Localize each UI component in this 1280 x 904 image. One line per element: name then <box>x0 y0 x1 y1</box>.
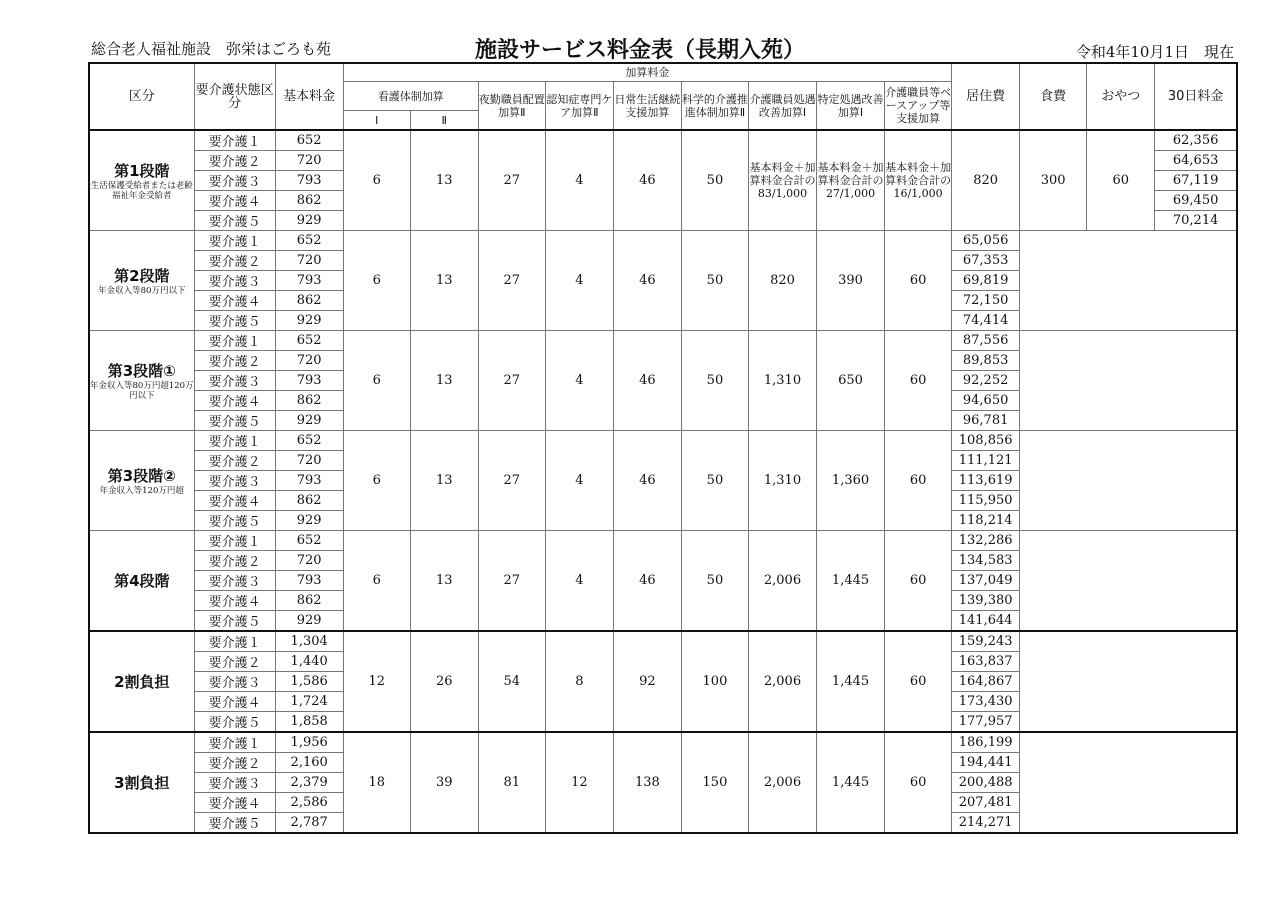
stage-group <box>89 431 1237 531</box>
addon-dementia: 4 <box>545 331 613 431</box>
stage-cell <box>89 631 194 732</box>
base-fee: 1,956 <box>275 732 343 753</box>
care-level: 要介護２ <box>194 753 275 773</box>
fee-snack: 60 <box>885 231 952 331</box>
care-level: 要介護２ <box>194 351 275 371</box>
stage-note: 年金収入等80万円以下 <box>98 286 186 296</box>
total-30days: 177,957 <box>952 712 1020 733</box>
care-level: 要介護３ <box>194 773 275 793</box>
total-30days: 74,414 <box>952 311 1020 331</box>
total-30days: 115,950 <box>952 491 1020 511</box>
care-level: 要介護１ <box>194 130 275 151</box>
col-nursing-2: Ⅱ <box>410 111 478 131</box>
addon-daily: 46 <box>613 130 681 231</box>
total-30days: 64,653 <box>1155 151 1237 171</box>
care-level: 要介護１ <box>194 431 275 451</box>
total-30days: 72,150 <box>952 291 1020 311</box>
col-nursing-1: Ⅰ <box>343 111 410 131</box>
care-level: 要介護３ <box>194 171 275 191</box>
addon-nursing2: 13 <box>410 431 478 531</box>
total-30days: 69,450 <box>1155 191 1237 211</box>
col-scientific: 科学的介護推進体制加算Ⅱ <box>681 82 748 131</box>
stage-cell <box>89 130 194 231</box>
care-level: 要介護３ <box>194 672 275 692</box>
total-30days: 194,441 <box>952 753 1020 773</box>
stage-name: 3割負担 <box>114 774 170 792</box>
effective-date: 令和4年10月1日 現在 <box>1075 43 1234 61</box>
care-level: 要介護５ <box>194 712 275 733</box>
addon-dementia: 8 <box>545 631 613 732</box>
addon-nursing1: 18 <box>343 732 410 833</box>
total-30days: 132,286 <box>952 531 1020 551</box>
addon-nursing1: 6 <box>343 231 410 331</box>
addon-nursing2: 13 <box>410 331 478 431</box>
col-nursing: 看護体制加算 <box>343 82 478 111</box>
care-level: 要介護４ <box>194 793 275 813</box>
fee-food: 1,445 <box>817 631 885 732</box>
addon-daily: 46 <box>613 431 681 531</box>
care-level: 要介護３ <box>194 371 275 391</box>
addon-nursing1: 6 <box>343 531 410 632</box>
base-fee: 720 <box>275 351 343 371</box>
base-fee: 862 <box>275 491 343 511</box>
base-fee: 929 <box>275 311 343 331</box>
care-level: 要介護４ <box>194 491 275 511</box>
base-fee: 652 <box>275 431 343 451</box>
stage-cell <box>89 231 194 331</box>
fee-food: 650 <box>817 331 885 431</box>
col-residence: 居住費 <box>952 63 1020 130</box>
fee-residence: 2,006 <box>748 631 816 732</box>
table-row <box>89 531 1237 551</box>
care-level: 要介護１ <box>194 631 275 652</box>
care-level: 要介護１ <box>194 531 275 551</box>
care-level: 要介護２ <box>194 151 275 171</box>
addon-dementia: 12 <box>545 732 613 833</box>
total-30days: 65,056 <box>952 231 1020 251</box>
care-level: 要介護２ <box>194 551 275 571</box>
addon-science: 50 <box>681 331 748 431</box>
addon-nursing2: 13 <box>410 531 478 632</box>
base-fee: 793 <box>275 371 343 391</box>
base-fee: 793 <box>275 471 343 491</box>
total-30days: 111,121 <box>952 451 1020 471</box>
care-level: 要介護４ <box>194 591 275 611</box>
fee-residence: 1,310 <box>748 431 816 531</box>
base-fee: 2,586 <box>275 793 343 813</box>
care-level: 要介護２ <box>194 652 275 672</box>
fee-food: 1,445 <box>817 732 885 833</box>
col-dementia: 認知症専門ケア加算Ⅱ <box>545 82 613 131</box>
table-row <box>89 732 1237 753</box>
col-base-fee: 基本料金 <box>275 63 343 130</box>
col-addon-group: 加算料金 <box>343 63 951 82</box>
base-fee: 1,586 <box>275 672 343 692</box>
base-fee: 929 <box>275 211 343 231</box>
fee-snack: 60 <box>885 732 952 833</box>
addon-nursing2: 13 <box>410 231 478 331</box>
addon-dementia: 4 <box>545 130 613 231</box>
total-30days: 141,644 <box>952 611 1020 632</box>
stage-cell <box>89 331 194 431</box>
addon-daily: 46 <box>613 231 681 331</box>
total-30days: 164,867 <box>952 672 1020 692</box>
stage-cell <box>89 431 194 531</box>
base-fee: 862 <box>275 291 343 311</box>
stage-note: 年金収入等120万円超 <box>99 486 184 496</box>
col-total-30days: 30日料金 <box>1155 63 1237 130</box>
base-fee: 720 <box>275 551 343 571</box>
fee-food: 390 <box>817 231 885 331</box>
care-level: 要介護５ <box>194 211 275 231</box>
stage-name: 第1段階 <box>114 162 170 180</box>
total-30days: 70,214 <box>1155 211 1237 231</box>
addon-science: 50 <box>681 431 748 531</box>
fee-snack: 60 <box>885 431 952 531</box>
addon-nursing1: 6 <box>343 331 410 431</box>
addon-daily: 138 <box>613 732 681 833</box>
fee-food: 1,360 <box>817 431 885 531</box>
fee-snack: 60 <box>885 331 952 431</box>
page-title: 施設サービス料金表（長期入苑） <box>474 38 805 63</box>
fee-snack: 60 <box>1087 130 1155 231</box>
fee-residence: 820 <box>748 231 816 331</box>
base-fee: 929 <box>275 511 343 531</box>
care-level: 要介護４ <box>194 391 275 411</box>
base-fee: 720 <box>275 251 343 271</box>
total-30days: 186,199 <box>952 732 1020 753</box>
stage-name: 第3段階② <box>107 467 176 485</box>
addon-nursing1: 12 <box>343 631 410 732</box>
base-fee: 720 <box>275 151 343 171</box>
stage-note: 年金収入等80万円超120万円以下 <box>90 381 194 401</box>
stage-name: 第3段階① <box>107 362 176 380</box>
addon-dementia: 4 <box>545 431 613 531</box>
addon-science: 150 <box>681 732 748 833</box>
fee-residence: 1,310 <box>748 331 816 431</box>
fee-residence: 2,006 <box>748 732 816 833</box>
stage-name: 第4段階 <box>114 572 170 590</box>
care-level: 要介護１ <box>194 732 275 753</box>
stage-group <box>89 732 1237 833</box>
fee-snack: 60 <box>885 531 952 632</box>
stage-group <box>89 531 1237 632</box>
addon-daily: 92 <box>613 631 681 732</box>
total-30days: 67,353 <box>952 251 1020 271</box>
addon-nursing2: 13 <box>410 130 478 231</box>
total-30days: 94,650 <box>952 391 1020 411</box>
total-30days: 108,856 <box>952 431 1020 451</box>
addon-night: 54 <box>478 631 545 732</box>
col-night-staff: 夜勤職員配置加算Ⅱ <box>478 82 545 131</box>
care-level: 要介護４ <box>194 291 275 311</box>
total-30days: 137,049 <box>952 571 1020 591</box>
total-30days: 134,583 <box>952 551 1020 571</box>
addon-dementia: 4 <box>545 231 613 331</box>
table-row <box>89 431 1237 451</box>
care-level: 要介護３ <box>194 471 275 491</box>
col-specific: 特定処遇改善加算Ⅰ <box>817 82 885 131</box>
total-30days: 69,819 <box>952 271 1020 291</box>
total-30days: 87,556 <box>952 331 1020 351</box>
total-30days: 67,119 <box>1155 171 1237 191</box>
care-level: 要介護５ <box>194 311 275 331</box>
stage-name: 第2段階 <box>114 267 170 285</box>
care-level: 要介護５ <box>194 813 275 834</box>
total-30days: 207,481 <box>952 793 1020 813</box>
total-30days: 113,619 <box>952 471 1020 491</box>
col-daily-life: 日常生活継続支援加算 <box>613 82 681 131</box>
total-30days: 62,356 <box>1155 130 1237 151</box>
formula-treatment: 基本料金＋加算料金合計の83/1,000 <box>748 130 816 231</box>
addon-nursing1: 6 <box>343 431 410 531</box>
care-level: 要介護３ <box>194 271 275 291</box>
care-level: 要介護１ <box>194 231 275 251</box>
base-fee: 793 <box>275 171 343 191</box>
formula-baseup: 基本料金＋加算料金合計の16/1,000 <box>885 130 952 231</box>
addon-night: 27 <box>478 130 545 231</box>
base-fee: 929 <box>275 611 343 632</box>
care-level: 要介護２ <box>194 251 275 271</box>
total-30days: 92,252 <box>952 371 1020 391</box>
addon-science: 50 <box>681 531 748 632</box>
stage-cell <box>89 531 194 632</box>
stage-group <box>89 331 1237 431</box>
total-30days: 200,488 <box>952 773 1020 793</box>
col-food: 食費 <box>1020 63 1087 130</box>
base-fee: 1,304 <box>275 631 343 652</box>
base-fee: 2,787 <box>275 813 343 834</box>
total-30days: 139,380 <box>952 591 1020 611</box>
table-row <box>89 231 1237 251</box>
addon-science: 100 <box>681 631 748 732</box>
total-30days: 214,271 <box>952 813 1020 834</box>
addon-night: 27 <box>478 431 545 531</box>
base-fee: 2,379 <box>275 773 343 793</box>
base-fee: 862 <box>275 191 343 211</box>
addon-dementia: 4 <box>545 531 613 632</box>
care-level: 要介護２ <box>194 451 275 471</box>
col-treatment: 介護職員処遇改善加算Ⅰ <box>748 82 816 131</box>
addon-nursing2: 26 <box>410 631 478 732</box>
col-baseup: 介護職員等ベースアップ等支援加算 <box>885 82 952 131</box>
total-30days: 173,430 <box>952 692 1020 712</box>
care-level: 要介護３ <box>194 571 275 591</box>
table-row <box>89 631 1237 652</box>
base-fee: 862 <box>275 391 343 411</box>
base-fee: 1,724 <box>275 692 343 712</box>
total-30days: 96,781 <box>952 411 1020 431</box>
fee-residence: 2,006 <box>748 531 816 632</box>
formula-specific: 基本料金＋加算料金合計の27/1,000 <box>817 130 885 231</box>
addon-daily: 46 <box>613 331 681 431</box>
base-fee: 793 <box>275 571 343 591</box>
addon-night: 81 <box>478 732 545 833</box>
col-category: 区分 <box>89 63 194 130</box>
addon-science: 50 <box>681 130 748 231</box>
base-fee: 720 <box>275 451 343 471</box>
stage-cell <box>89 732 194 833</box>
fee-food: 300 <box>1020 130 1087 231</box>
col-snack: おやつ <box>1087 63 1155 130</box>
addon-night: 27 <box>478 331 545 431</box>
col-care-level: 要介護状態区分 <box>194 63 275 130</box>
base-fee: 862 <box>275 591 343 611</box>
base-fee: 929 <box>275 411 343 431</box>
stage-group <box>89 130 1237 231</box>
base-fee: 652 <box>275 231 343 251</box>
fee-snack: 60 <box>885 631 952 732</box>
base-fee: 1,858 <box>275 712 343 733</box>
care-level: 要介護５ <box>194 611 275 632</box>
stage-note: 生活保護受給者または老齢福祉年金受給者 <box>90 181 193 201</box>
care-level: 要介護５ <box>194 411 275 431</box>
base-fee: 652 <box>275 130 343 151</box>
addon-daily: 46 <box>613 531 681 632</box>
fee-food: 1,445 <box>817 531 885 632</box>
total-30days: 89,853 <box>952 351 1020 371</box>
base-fee: 1,440 <box>275 652 343 672</box>
addon-night: 27 <box>478 531 545 632</box>
care-level: 要介護４ <box>194 191 275 211</box>
care-level: 要介護４ <box>194 692 275 712</box>
base-fee: 652 <box>275 531 343 551</box>
addon-science: 50 <box>681 231 748 331</box>
addon-nursing1: 6 <box>343 130 410 231</box>
base-fee: 793 <box>275 271 343 291</box>
fee-table <box>88 62 1238 834</box>
addon-night: 27 <box>478 231 545 331</box>
addon-nursing2: 39 <box>410 732 478 833</box>
total-30days: 163,837 <box>952 652 1020 672</box>
care-level: 要介護５ <box>194 511 275 531</box>
care-level: 要介護１ <box>194 331 275 351</box>
table-row <box>89 130 1237 151</box>
total-30days: 118,214 <box>952 511 1020 531</box>
facility-name: 総合老人福祉施設 弥栄はごろも苑 <box>91 40 332 58</box>
stage-group <box>89 631 1237 732</box>
base-fee: 652 <box>275 331 343 351</box>
stage-group <box>89 231 1237 331</box>
table-row <box>89 331 1237 351</box>
base-fee: 2,160 <box>275 753 343 773</box>
stage-name: 2割負担 <box>114 673 170 691</box>
total-30days: 159,243 <box>952 631 1020 652</box>
fee-residence: 820 <box>952 130 1020 231</box>
